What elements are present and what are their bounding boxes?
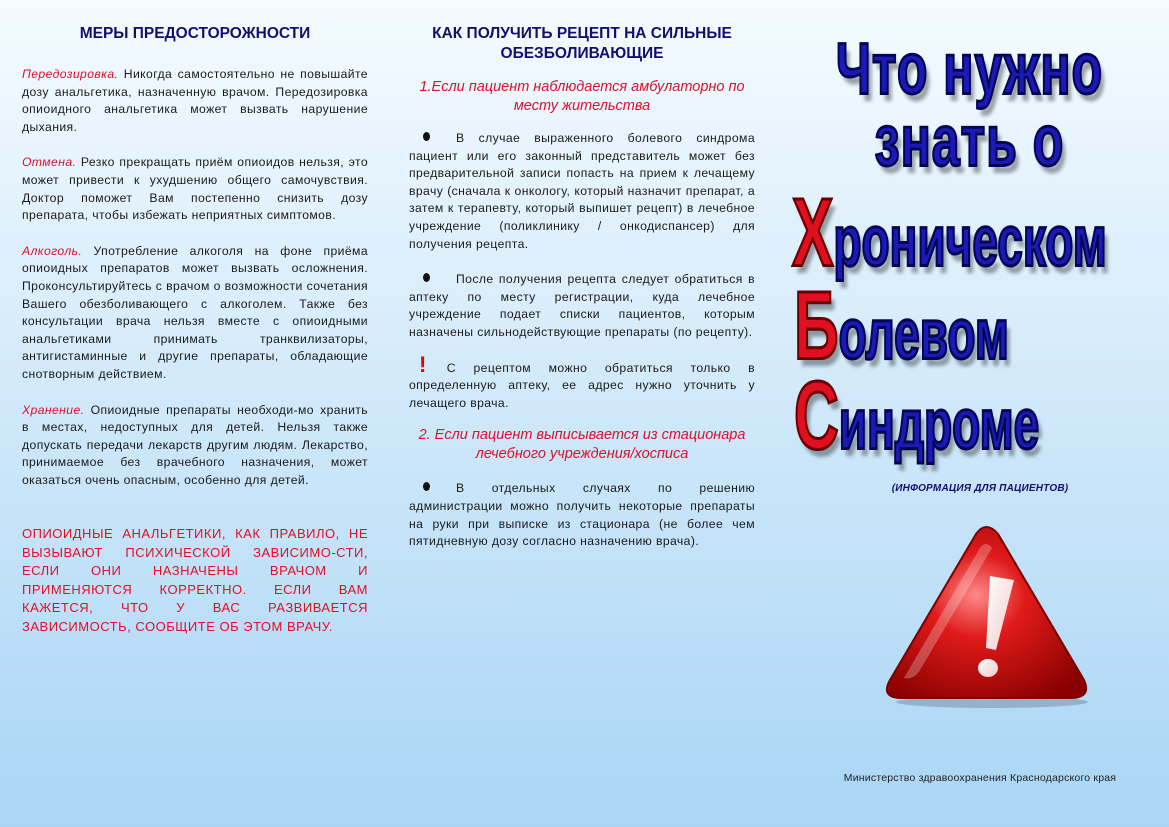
precautions-heading: МЕРЫ ПРЕДОСТОРОЖНОСТИ: [79, 25, 311, 42]
withdrawal-paragraph: [22, 154, 368, 224]
bullet-specific-pharmacy-text: С рецептом можно обратиться только в определенную аптеку, ее адрес нужно уточнить у лечащего врача.: [409, 360, 755, 410]
bullet-appointment: [409, 130, 755, 253]
bullet-discharge: [409, 480, 755, 550]
cover-panel: [770, 0, 1169, 827]
outpatient-subheading: 1.Если пациент наблюдается амбулаторно по месту жительства: [419, 79, 745, 114]
bullet-pharmacy-text: После получения рецепта следует обратиться в аптеку по месту регистрации, куда лечебное учреждение подает списки пациентов, которым назначены сильнодействующие препараты (по рецепту).: [409, 272, 755, 339]
inpatient-subheading: 2. Если пациент выписывается из стационара лечебного учреждения/хосписа: [418, 427, 746, 463]
title-cap-letter: Б: [794, 273, 839, 380]
alcohol-text: Употребление алкоголя на фоне приёма опиоидных препаратов может вызвать осложнения. Проконсультируйтесь с врачом о возможности сочетания Вашего обезболивающего с алкоголем. Также без консультации врача нельзя вместе с опиоидными анальгетиками принимать транквилизаторы, антигистаминные и другие препараты, обладающие снотворным действием.: [22, 243, 368, 381]
bullet-icon: [423, 273, 430, 282]
withdrawal-term: Отмена.: [22, 155, 77, 170]
title-cap-letter: С: [794, 363, 839, 470]
dependency-warning: ОПИОИДНЫЕ АНАЛЬГЕТИКИ, КАК ПРАВИЛО, НЕ ВЫЗЫВАЮТ ПСИХИЧЕСКОЙ ЗАВИСИМО-СТИ, ЕСЛИ ОНИ НАЗНАЧЕНЫ ВРАЧОМ И ПРИМЕНЯЮТСЯ КОРРЕКТНО. ЕСЛИ ВАМ КАЖЕТСЯ, ЧТО У ВАС РАЗВИВАЕТСЯ ЗАВИСИМОСТЬ, СООБЩИТЕ ОБ ЭТОМ ВРАЧУ.: [22, 526, 368, 634]
alcohol-term: Алкоголь.: [22, 243, 83, 258]
alcohol-paragraph: [22, 243, 368, 384]
title-line-1: Что нужно: [835, 28, 1104, 110]
bullet-icon: [423, 482, 430, 491]
storage-paragraph: [22, 402, 368, 490]
withdrawal-text: Резко прекращать приём опиоидов нельзя, это может привести к ухудшению общего самочувствия. Доктор поможет Вам постепенно снизить дозу препарата, чтобы избежать неприятных симптомов.: [22, 155, 368, 223]
bullet-appointment-text: В случае выраженного болевого синдрома пациент или его законный представитель может без предварительной записи попасть на прием к лечащему врачу (сначала к онкологу, который назначит препарат, а затем к терапевту, который выпишет рецепт) в лечебное учреждение (поликлинику / онкодиспансер) для получения рецепта.: [409, 131, 755, 251]
patient-info-label: (ИНФОРМАЦИЯ ДЛЯ ПАЦИЕНТОВ): [891, 483, 1069, 494]
prescription-column: [409, 0, 755, 551]
title-word-rest: роническом: [833, 200, 1107, 281]
warning-triangle-icon: [880, 520, 1092, 710]
title-line-2: знать о: [874, 100, 1065, 182]
bullet-icon: [423, 132, 430, 141]
ministry-footer: Министерство здравоохранения Краснодарского края: [843, 772, 1117, 784]
bullet-discharge-text: В отдельных случаях по решению администрации можно получить некоторые препараты на руки при выписке из стационара (не более чем пятидневную дозу согласно назначению врача).: [409, 481, 755, 549]
title-cap-letter: Х: [792, 180, 834, 287]
overdose-text: Никогда самостоятельно не повышайте дозу анальгетика, назначенную врачом. Передозировка опиоидного анальгетика может вызвать нарушение дыхания.: [22, 67, 368, 134]
title-word-syndrome: [794, 361, 1039, 471]
storage-text: Опиоидные препараты необходи-мо хранить в местах, недоступных для детей. Нельзя также допускать передачи лекарств другим людям. Лекарство, принимаемое без врачебного назначения, может оказаться очень опасным, особенно для детей.: [22, 402, 369, 487]
prescription-heading: КАК ПОЛУЧИТЬ РЕЦЕПТ НА СИЛЬНЫЕ ОБЕЗБОЛИВАЮЩИЕ: [432, 25, 732, 62]
precautions-column: [22, 0, 368, 649]
bullet-specific-pharmacy: [409, 351, 755, 413]
overdose-paragraph: [22, 66, 368, 136]
title-word-rest: индроме: [838, 383, 1040, 464]
exclamation-icon: !: [419, 351, 427, 377]
bullet-pharmacy: [409, 271, 755, 341]
title-word-rest: олевом: [838, 293, 1009, 374]
overdose-term: Передозировка.: [22, 67, 119, 81]
storage-term: Хранение.: [22, 402, 85, 417]
